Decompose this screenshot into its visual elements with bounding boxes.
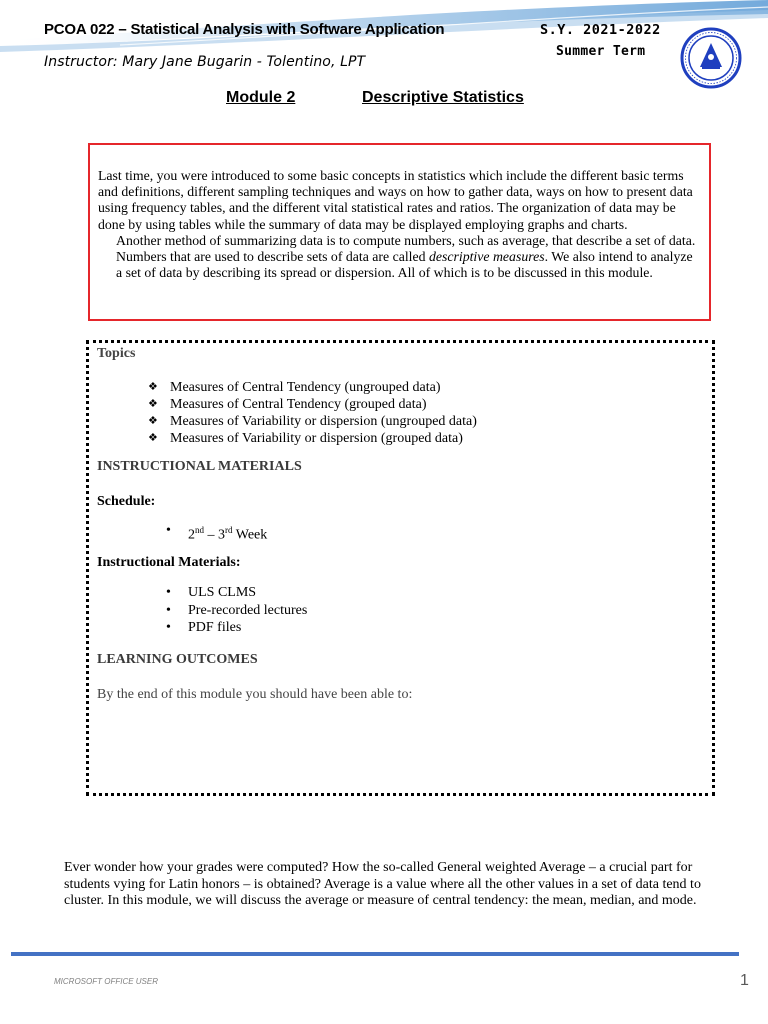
list-item (166, 522, 267, 544)
intro-p2-start: Another method of summarizing data is to compute numbers, such as average, that describe a set of data. Numbers that are used to describe sets of data are called (116, 232, 696, 265)
schedule-label: Schedule: (97, 494, 156, 509)
round-bullet-icon: • (166, 523, 171, 538)
term-label: Summer Term (556, 44, 646, 59)
footer-author: MICROSOFT OFFICE USER (54, 977, 158, 986)
instructional-materials-heading: INSTRUCTIONAL MATERIALS (97, 459, 302, 474)
list-item: • Pre-recorded lectures (166, 602, 308, 618)
module-title: Descriptive Statistics (362, 89, 524, 106)
instructional-materials-label: Instructional Materials: (97, 555, 241, 570)
footer-divider (11, 952, 739, 956)
intro-paragraph-2 (98, 233, 702, 282)
materials-list (166, 584, 307, 637)
list-item (148, 413, 477, 430)
list-item (148, 379, 477, 396)
topic-label: Measures of Variability or dispersion (grouped data) (170, 431, 463, 446)
diamond-bullet-icon: ❖ (148, 432, 158, 444)
page-number: 1 (740, 972, 749, 989)
intro-p2-emphasis: descriptive measures (428, 249, 545, 265)
intro-text (98, 168, 702, 281)
schedule-weeks: 2nd – 3rd Week (188, 525, 268, 543)
schedule-list (166, 522, 267, 544)
intro-p2-end: . We also intend to analyze a set of data by describing its spread or dispersion. All of which is to be discussed in this module. (116, 249, 693, 281)
school-seal-icon (680, 27, 742, 89)
diamond-bullet-icon: ❖ (148, 381, 158, 393)
course-title: PCOA 022 – Statistical Analysis with Software Application (44, 21, 445, 38)
diamond-bullet-icon: ❖ (148, 415, 158, 427)
round-bullet-icon: • (166, 585, 171, 600)
learning-outcomes-lead: By the end of this module you should have been able to: (97, 687, 413, 702)
instructor-line: Instructor: Mary Jane Bugarin - Tolentino, LPT (44, 54, 366, 70)
closing-paragraph: Ever wonder how your grades were computed? How the so-called General weighted Average – a crucial part for students vying for Latin honors – is obtained? Average is a value where all the other values in a set of data tend to cluster. In this module, we will discuss the average or measure of central tendency: the mean, median, and mode. (64, 860, 701, 909)
intro-paragraph-1: Last time, you were introduced to some basic concepts in statistics which include the different basic terms and definitions, different sampling techniques and ways on how to gather data, ways on how to present data using frequency tables, and the different vital statistical rates and ratios. The organization of data may be done by using tables while the summary of data may be displayed employing graphs and charts. (98, 168, 693, 232)
topic-label: Measures of Variability or dispersion (ungrouped data) (170, 414, 477, 429)
list-item: • PDF files (166, 620, 242, 635)
module-number: Module 2 (226, 89, 296, 106)
round-bullet-icon: • (166, 620, 171, 635)
topic-label: Measures of Central Tendency (grouped data) (170, 397, 427, 412)
list-item (148, 396, 477, 413)
learning-outcomes-heading: LEARNING OUTCOMES (97, 652, 258, 667)
list-item (148, 430, 477, 447)
school-year: S.Y. 2021-2022 (540, 22, 661, 38)
topics-heading: Topics (97, 346, 136, 361)
list-item: • ULS CLMS (166, 585, 257, 600)
topics-list (148, 379, 477, 447)
round-bullet-icon: • (166, 602, 171, 618)
diamond-bullet-icon: ❖ (148, 398, 158, 410)
topic-label: Measures of Central Tendency (ungrouped data) (170, 380, 441, 395)
